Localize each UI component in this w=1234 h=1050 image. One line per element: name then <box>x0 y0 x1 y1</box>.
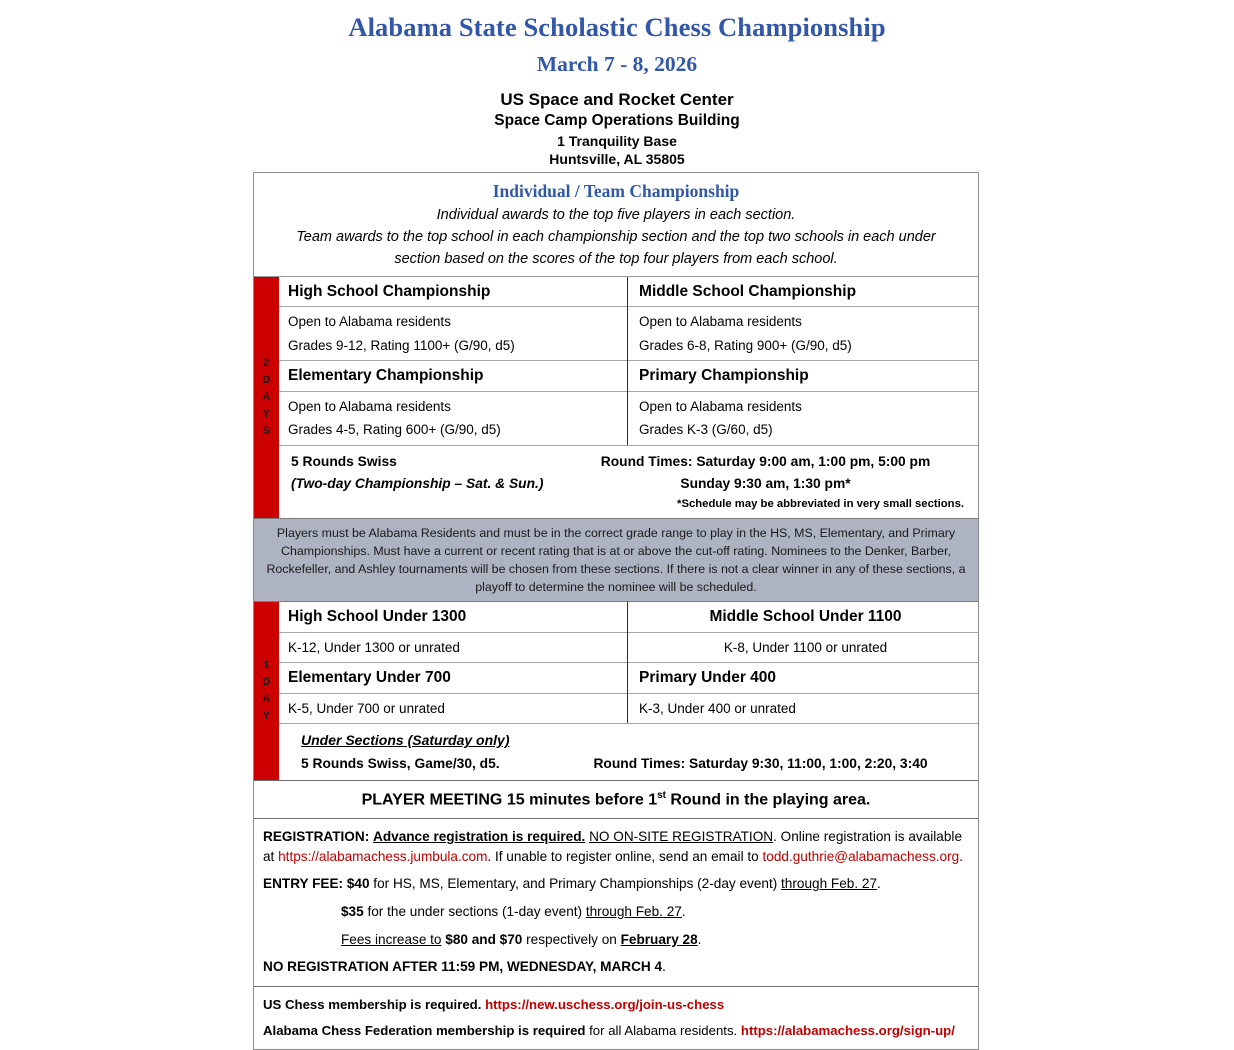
detail-line: Grades 6-8, Rating 900+ (G/90, d5) <box>639 337 852 353</box>
table-row <box>279 632 978 663</box>
section-details-elementary-under-700 <box>279 693 628 723</box>
two-day-sections-grid <box>279 277 978 445</box>
section-title-elementary-under-700: Elementary Under 700 <box>279 663 628 693</box>
player-meeting-text-2: Round in the playing area. <box>665 790 871 808</box>
detail-line: Open to Alabama residents <box>639 398 802 414</box>
table-row <box>279 602 978 632</box>
page-title: Alabama State Scholastic Chess Championship <box>348 12 886 42</box>
table-row <box>279 663 978 693</box>
advance-registration-required: Advance registration is required. <box>373 828 586 844</box>
section-title-primary-championship: Primary Championship <box>628 361 978 391</box>
venue-city: Huntsville, AL 35805 <box>549 151 685 168</box>
table-row <box>279 391 978 445</box>
flyer-table <box>253 172 979 1050</box>
detail-line: Grades K-3 (G/60, d5) <box>639 422 773 438</box>
section-details-ms-championship <box>628 307 978 361</box>
section-title-ms-championship: Middle School Championship <box>639 282 857 300</box>
no-onsite-registration: NO ON-SITE REGISTRATION <box>589 828 774 844</box>
two-day-band <box>254 277 978 518</box>
venue-building: Space Camp Operations Building <box>494 112 740 130</box>
under-fee-paragraph <box>263 902 969 922</box>
section-title-hs-championship: High School Championship <box>279 277 628 307</box>
entry-fee-deadline-championship: through Feb. 27 <box>781 876 878 892</box>
entry-fee-period-1: . <box>877 876 881 892</box>
under-sections-title: Under Sections (Saturday only) <box>301 732 510 749</box>
round-times-sunday: Sunday 9:30 am, 1:30 pm* <box>680 476 851 492</box>
registration-url-link[interactable]: https://alabamachess.jumbula.com <box>278 848 488 864</box>
us-chess-join-link[interactable]: https://new.uschess.org/join-us-chess <box>485 997 725 1013</box>
registration-deadline-paragraph <box>263 957 969 977</box>
membership-block <box>254 987 978 1049</box>
venue-name: US Space and Rocket Center <box>500 89 734 109</box>
entry-fee-text-under: for the under sections (1-day event) <box>363 904 586 920</box>
detail-line: Open to Alabama residents <box>288 398 451 414</box>
player-meeting-notice <box>254 780 978 819</box>
table-row <box>279 307 978 361</box>
acf-membership-text-2: for all Alabama residents. <box>589 1023 738 1039</box>
venue-block <box>0 89 1234 169</box>
entry-fee-deadline-under: through Feb. 27 <box>585 904 682 920</box>
section-details-hs-championship <box>279 307 628 361</box>
two-day-char-4: S <box>262 424 271 437</box>
section-title-ms-under-1100: Middle School Under 1100 <box>709 608 902 626</box>
intro-title: Individual / Team Championship <box>492 181 740 201</box>
fee-increase-text: respectively on <box>526 931 621 947</box>
one-day-body <box>279 602 978 779</box>
two-day-body <box>279 277 978 518</box>
entry-fee-amount-championship: $40 <box>346 876 370 892</box>
one-day-char-1: D <box>262 675 271 688</box>
eligibility-notice: Players must be Alabama Residents and must be in the correct grade range to play in the HS, MS, Elementary, and Primary Championships. Must have a current or recent rating that is at or above the cut-off rating. Nominees to the Denker, Barber, Rockefeller, and Ashley tournaments will be chosen from these sections. If there is not a clear winner in any of these sections, a playoff to determine the nominee will be scheduled. <box>254 518 978 603</box>
table-row <box>279 277 978 307</box>
player-meeting-text-1: PLAYER MEETING 15 minutes before 1 <box>361 790 658 808</box>
detail-line: K-3, Under 400 or unrated <box>639 700 796 716</box>
fee-increase-date: February 28 <box>620 931 698 947</box>
section-details-primary-championship <box>628 391 978 445</box>
detail-line: K-12, Under 1300 or unrated <box>288 639 460 655</box>
detail-line: K-5, Under 700 or unrated <box>288 700 445 716</box>
schedule-asterisk-note: *Schedule may be abbreviated in very small sections. <box>677 498 964 511</box>
registration-deadline-period: . <box>662 959 666 975</box>
detail-line: Grades 9-12, Rating 1100+ (G/90, d5) <box>288 337 515 353</box>
entry-fee-paragraph <box>263 874 969 894</box>
under-rounds-format: 5 Rounds Swiss, Game/30, d5. <box>301 755 500 771</box>
document-header <box>0 0 1234 169</box>
section-details-hs-under-1300 <box>279 632 628 663</box>
rounds-format: 5 Rounds Swiss <box>291 453 397 469</box>
venue-street: 1 Tranquility Base <box>557 132 677 149</box>
acf-membership-text-1: Alabama Chess Federation membership is required <box>263 1023 586 1039</box>
fee-increase-paragraph <box>263 930 969 950</box>
individual-team-championship-block <box>254 173 978 277</box>
under-sections-rounds-block <box>279 723 978 779</box>
round-times-saturday: Round Times: Saturday 9:00 am, 1:00 pm, 5:00 pm <box>600 453 931 469</box>
player-meeting-ordinal-suffix: st <box>657 789 666 801</box>
entry-fee-label: ENTRY FEE: <box>263 876 344 892</box>
table-row <box>279 361 978 391</box>
two-day-rounds-block <box>279 445 978 518</box>
one-day-sections-grid <box>279 602 978 723</box>
registration-label: REGISTRATION: <box>263 828 370 844</box>
two-day-char-1: D <box>262 373 271 386</box>
two-day-char-3: Y <box>262 407 271 420</box>
section-details-ms-under-1100 <box>628 632 978 663</box>
one-day-band <box>254 602 978 779</box>
fee-increase-label: Fees increase to <box>341 931 442 947</box>
detail-line: K-8, Under 1100 or unrated <box>723 639 888 655</box>
one-day-char-2: A <box>262 693 271 706</box>
entry-fee-period-2: . <box>681 904 686 920</box>
one-day-vertical-label <box>254 602 279 779</box>
section-details-elementary-championship <box>279 391 628 445</box>
table-row <box>279 693 978 723</box>
contact-email-link[interactable]: todd.guthrie@alabamachess.org <box>762 848 960 864</box>
rounds-schedule-note: (Two-day Championship – Sat. & Sun.) <box>291 476 544 492</box>
one-day-char-0: 1 <box>263 658 270 671</box>
section-title-hs-under-1300: High School Under 1300 <box>279 602 628 632</box>
entry-fee-text-championship: for HS, MS, Elementary, and Primary Championships (2-day event) <box>369 876 782 892</box>
event-date: March 7 - 8, 2026 <box>536 52 698 77</box>
registration-deadline: NO REGISTRATION AFTER 11:59 PM, WEDNESDAY, MARCH 4 <box>263 959 663 975</box>
two-day-rounds-right <box>561 451 970 514</box>
online-registration-text: . Online registration is available at <box>263 828 963 864</box>
two-day-rounds-left <box>291 451 561 514</box>
us-chess-membership-text: US Chess membership is required. <box>263 997 482 1013</box>
one-day-char-3: Y <box>262 710 271 723</box>
registration-paragraph <box>263 827 969 866</box>
registration-block <box>254 819 978 987</box>
email-period: . <box>959 848 963 864</box>
fee-increase-amounts: $80 and $70 <box>441 931 527 947</box>
detail-line: Open to Alabama residents <box>639 314 802 329</box>
section-title-elementary-championship: Elementary Championship <box>279 361 628 391</box>
under-sections-rounds-row <box>301 753 970 775</box>
section-title-primary-under-400: Primary Under 400 <box>628 663 978 693</box>
two-day-char-2: A <box>262 390 271 403</box>
registration-after-url-text: . If unable to register online, send an email to <box>487 848 759 864</box>
two-day-vertical-label <box>254 277 279 518</box>
intro-line-2: Team awards to the top school in each championship section and the top two schools in each under <box>296 228 936 245</box>
under-round-times: Round Times: Saturday 9:30, 11:00, 1:00, 2:20, 3:40 <box>593 755 928 771</box>
us-chess-membership-line <box>263 995 969 1014</box>
section-details-primary-under-400 <box>628 693 978 723</box>
two-day-char-0: 2 <box>263 356 270 369</box>
detail-line: Grades 4-5, Rating 600+ (G/90, d5) <box>288 422 501 438</box>
intro-line-1: Individual awards to the top five players in each section. <box>436 206 796 223</box>
intro-line-3: section based on the scores of the top four players from each school. <box>394 250 838 267</box>
detail-line: Open to Alabama residents <box>288 314 451 329</box>
entry-fee-amount-under: $35 <box>341 904 364 920</box>
acf-membership-line <box>263 1021 969 1040</box>
acf-signup-link[interactable]: https://alabamachess.org/sign-up/ <box>740 1023 955 1039</box>
fee-increase-period: . <box>697 931 702 947</box>
